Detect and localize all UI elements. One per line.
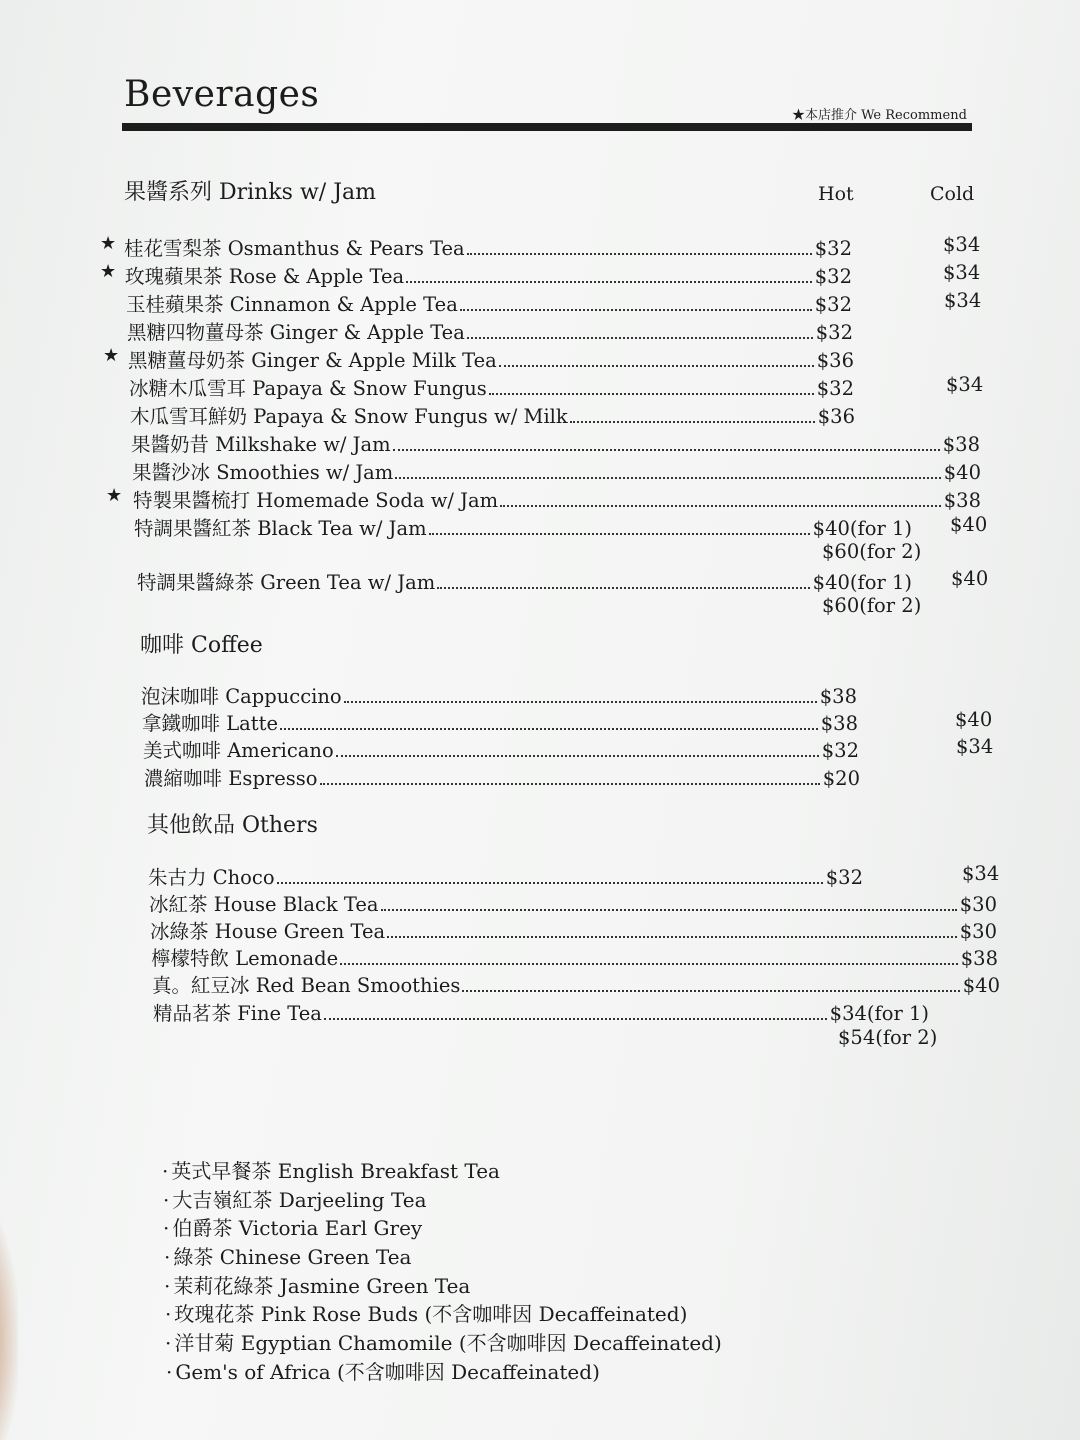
item-price-hot: $32 (814, 237, 852, 260)
item-price: $38 (942, 433, 980, 456)
item-name: 精品茗茶 Fine Tea (153, 1002, 322, 1025)
item-name: 濃縮咖啡 Espresso (144, 767, 318, 790)
item-price-cold: $40 (951, 567, 989, 590)
item-price-hot: $40(for 1) (812, 571, 912, 594)
dot-leader (395, 477, 940, 479)
item-price-hot: $38 (820, 712, 858, 735)
item-price-cold: $34 (962, 862, 1000, 885)
fine-tea-list (162, 1155, 722, 1385)
item-name: 美式咖啡 Americano (143, 739, 334, 762)
dot-leader (320, 783, 820, 785)
list-item: · 茉莉花綠茶 Jasmine Green Tea (162, 1270, 722, 1299)
dot-leader (324, 1018, 827, 1020)
dot-leader (280, 728, 818, 730)
dot-leader (387, 936, 957, 938)
item-name: 特調果醬紅茶 Black Tea w/ Jam (134, 517, 427, 540)
item-price: $40 (943, 461, 981, 484)
dot-leader (489, 393, 814, 395)
item-name: 果醬沙冰 Smoothies w/ Jam (132, 461, 394, 484)
dot-leader (429, 533, 810, 535)
item-price: $30 (959, 893, 997, 916)
dot-leader (406, 281, 812, 283)
list-item: · 玫瑰花茶 Pink Rose Buds (不含咖啡因 Decaffeinated) (162, 1298, 722, 1327)
list-item: · 大吉嶺紅茶 Darjeeling Tea (162, 1184, 722, 1213)
item-price-cold: $34 (943, 261, 981, 284)
item-price-hot: $36 (816, 349, 854, 372)
dot-leader (570, 421, 815, 423)
item-price-hot: $32 (816, 377, 854, 400)
section-title-jam: 果醬系列 Drinks w/ Jam (124, 180, 377, 205)
section-title-others: 其他飲品 Others (147, 813, 318, 838)
item-price-hot-for-2: $54(for 2) (838, 1026, 938, 1049)
recommend-star-icon: ★ (103, 345, 120, 366)
item-price: $38 (960, 947, 998, 970)
dot-leader (336, 755, 819, 757)
item-name: 冰紅茶 House Black Tea (149, 893, 379, 916)
item-name: 玉桂蘋果茶 Cinnamon & Apple Tea (126, 293, 458, 316)
item-name: 冰綠茶 House Green Tea (150, 920, 386, 943)
item-name: 桂花雪梨茶 Osmanthus & Pears Tea (124, 237, 465, 260)
item-price-cold: $34 (956, 735, 994, 758)
item-name: 黑糖薑母奶茶 Ginger & Apple Milk Tea (128, 349, 497, 372)
item-name: 黑糖四物薑母茶 Ginger & Apple Tea (127, 321, 465, 344)
item-price-hot: $34(for 1) (829, 1002, 929, 1025)
item-price-hot: $32 (814, 265, 852, 288)
item-price-hot: $40(for 1) (812, 517, 912, 540)
item-name: 玫瑰蘋果茶 Rose & Apple Tea (125, 265, 405, 288)
dot-leader (467, 253, 812, 255)
dot-leader (462, 990, 959, 992)
dot-leader (460, 309, 812, 311)
dot-leader (499, 365, 814, 367)
dot-leader (381, 909, 957, 911)
item-name: 朱古力 Choco (148, 866, 275, 889)
dot-leader (393, 449, 940, 451)
item-price-hot: $38 (819, 685, 857, 708)
dot-leader (277, 882, 823, 884)
item-price-cold: $34 (946, 373, 984, 396)
item-name: 拿鐵咖啡 Latte (142, 712, 278, 735)
item-name: 真。紅豆冰 Red Bean Smoothies (152, 974, 461, 997)
item-name: 果醬奶昔 Milkshake w/ Jam (131, 433, 391, 456)
item-price-hot: $32 (821, 739, 859, 762)
item-price-hot-for-2: $60(for 2) (822, 594, 922, 617)
thumb-shadow (0, 1190, 18, 1440)
dot-leader (344, 701, 817, 703)
item-price-hot: $20 (822, 767, 860, 790)
item-name: 木瓜雪耳鮮奶 Papaya & Snow Fungus w/ Milk (130, 405, 568, 428)
header-divider (122, 123, 972, 131)
list-item: · 綠茶 Chinese Green Tea (162, 1241, 722, 1270)
page-title: Beverages (124, 74, 320, 115)
item-name: 特調果醬綠茶 Green Tea w/ Jam (137, 571, 436, 594)
dot-leader (437, 587, 809, 589)
item-price-hot: $32 (814, 293, 852, 316)
item-price: $38 (943, 489, 981, 512)
item-name: 冰糖木瓜雪耳 Papaya & Snow Fungus (129, 377, 487, 400)
recommend-star-icon: ★ (106, 485, 123, 506)
list-item: · 英式早餐茶 English Breakfast Tea (162, 1155, 722, 1184)
item-name: 檸檬特飲 Lemonade (151, 947, 339, 970)
dot-leader (467, 337, 813, 339)
dot-leader (500, 505, 941, 507)
item-price: $40 (962, 974, 1000, 997)
dot-leader (340, 963, 958, 965)
item-price-hot-for-2: $60(for 2) (822, 540, 922, 563)
recommend-note: ★本店推介 We Recommend (792, 108, 967, 123)
item-price-hot: $32 (825, 866, 863, 889)
item-name: 特製果醬梳打 Homemade Soda w/ Jam (133, 489, 499, 512)
item-price-hot: $36 (817, 405, 855, 428)
column-header-hot: Hot (818, 183, 854, 205)
item-price-cold: $34 (943, 233, 981, 256)
item-price-cold: $40 (955, 708, 993, 731)
item-price: $30 (959, 920, 997, 943)
section-title-coffee: 咖啡 Coffee (140, 633, 263, 658)
item-price-cold: $40 (950, 513, 988, 536)
recommend-star-icon: ★ (100, 261, 117, 282)
column-header-cold: Cold (930, 183, 975, 205)
list-item: · Gem's of Africa (不含咖啡因 Decaffeinated) (162, 1356, 722, 1385)
recommend-star-icon: ★ (100, 233, 117, 254)
item-name: 泡沫咖啡 Cappuccino (141, 685, 342, 708)
item-price-hot: $32 (815, 321, 853, 344)
list-item: · 洋甘菊 Egyptian Chamomile (不含咖啡因 Decaffeinated) (162, 1327, 722, 1356)
list-item: · 伯爵茶 Victoria Earl Grey (162, 1212, 722, 1241)
item-price-cold: $34 (944, 289, 982, 312)
